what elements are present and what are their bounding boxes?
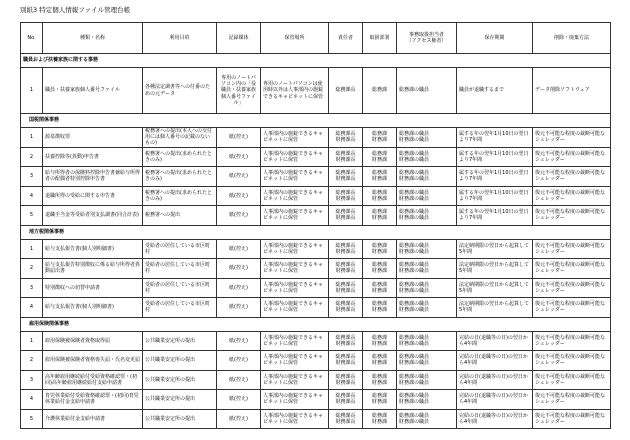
section-label: 地方税関係事務 <box>21 225 611 239</box>
cell-handler: 総務課の職員 財務課の職員 <box>397 298 457 318</box>
table-row <box>21 186 611 206</box>
table-row <box>21 298 611 318</box>
cell-purpose: 公共職業安定所の提出 <box>143 409 217 429</box>
cell-medium: 紙(控え) <box>217 206 261 226</box>
cell-medium: 紙(控え) <box>217 409 261 429</box>
cell-owner: 総務課長 財務課長 <box>329 409 363 429</box>
cell-name: 介護休業給付金支給申請書 <box>43 409 143 429</box>
table-row <box>21 259 611 279</box>
cell-disposal: 復元不可能な程度の裁断可能なシュレッダー <box>533 409 611 429</box>
cell-storage: 人事部内の施錠できるキャビネットに保管 <box>261 409 329 429</box>
cell-purpose: 各種法定調書等への付番のための元データ <box>143 68 217 114</box>
cell-handler: 総務課の職員 財務課の職員 <box>397 351 457 371</box>
cell-dept: 総務課 財務課 <box>363 147 397 167</box>
cell-no: 4 <box>21 390 43 410</box>
cell-dept: 総務課 財務課 <box>363 370 397 390</box>
cell-name: 給与所得者の保険料控除申告書兼給与所得者の配偶者特別控除申告書 <box>43 167 143 187</box>
table-row <box>21 331 611 351</box>
table-row <box>21 167 611 187</box>
cell-purpose: 税務署への提出(求められたときのみ) <box>143 167 217 187</box>
cell-medium: 紙(控え) <box>217 147 261 167</box>
cell-no: 4 <box>21 186 43 206</box>
cell-storage: 人事部内の施錠できるキャビネットに保管 <box>261 239 329 259</box>
cell-dept: 総務課 財務課 <box>363 331 397 351</box>
cell-retention: 完結の日(退職等の日)の翌日から4年間 <box>457 370 533 390</box>
cell-medium: 専用のノートパソコン内の「役職員・扶養家族個人番号ファイル」 <box>217 68 261 114</box>
cell-handler: 総務課の職員 財務課の職員 <box>397 147 457 167</box>
cell-medium: 紙(控え) <box>217 298 261 318</box>
ledger-table <box>20 22 611 429</box>
cell-name: 給与支払報告特別徴収に係る給与所得者異動届出書 <box>43 259 143 279</box>
cell-purpose: 税務署への提出(求められたときのみ) <box>143 186 217 206</box>
col-header-retention: 保存期間 <box>457 23 533 54</box>
table-row <box>21 206 611 226</box>
col-header-purpose: 利用目的 <box>143 23 217 54</box>
cell-purpose: 税務署への提出(本人への交付用には個人番号の記載のないもの) <box>143 128 217 148</box>
col-header-owner: 責任者 <box>329 23 363 54</box>
cell-purpose: 公共職業安定所の提出 <box>143 390 217 410</box>
table-row <box>21 128 611 148</box>
cell-no: 3 <box>21 278 43 298</box>
section-label: 国税関係事務 <box>21 114 611 128</box>
cell-name: 扶養控除等(異動)申告書 <box>43 147 143 167</box>
cell-handler: 総務課の職員 財務課の職員 <box>397 278 457 298</box>
cell-disposal: 復元不可能な程度の裁断可能なシュレッダー <box>533 370 611 390</box>
cell-disposal: 復元不可能な程度の裁断可能なシュレッダー <box>533 128 611 148</box>
cell-name: 雇用保険被保険者資格取得届 <box>43 331 143 351</box>
cell-handler: 総務課の職員 財務課の職員 <box>397 239 457 259</box>
cell-medium: 紙(控え) <box>217 351 261 371</box>
cell-medium: 紙(控え) <box>217 186 261 206</box>
col-header-storage: 保管場所 <box>261 23 329 54</box>
cell-storage: 人事部内の施錠できるキャビネットに保管 <box>261 259 329 279</box>
cell-no: 3 <box>21 167 43 187</box>
section-row <box>21 54 611 68</box>
cell-storage: 人事部内の施錠できるキャビネットに保管 <box>261 186 329 206</box>
cell-medium: 紙(控え) <box>217 331 261 351</box>
cell-dept: 総務課 財務課 <box>363 167 397 187</box>
cell-dept: 総務課 財務課 <box>363 186 397 206</box>
cell-purpose: 公共職業安定所の提出 <box>143 331 217 351</box>
cell-no: 1 <box>21 68 43 114</box>
cell-dept: 総務課 財務課 <box>363 128 397 148</box>
cell-disposal: 復元不可能な程度の裁断可能なシュレッダー <box>533 331 611 351</box>
table-row <box>21 278 611 298</box>
cell-dept: 総務課 財務課 <box>363 390 397 410</box>
col-header-handler: 事務取扱担当者 （アクセス権者） <box>397 23 457 54</box>
cell-storage: 人事部内の施錠できるキャビネットに保管 <box>261 147 329 167</box>
cell-disposal: 復元不可能な程度の裁断可能なシュレッダー <box>533 147 611 167</box>
cell-owner: 総務課長 <box>329 68 363 114</box>
cell-retention: 属する年の翌年1月10日の翌日より7年間 <box>457 186 533 206</box>
ledger-body <box>21 54 611 429</box>
cell-name: 高年齢雇用継続給付受給資格確認票・(初回)高年齢雇用継続給付支給申請書 <box>43 370 143 390</box>
cell-retention: 法定納期限の翌日から起算して5年間 <box>457 298 533 318</box>
cell-owner: 総務課長 財務課長 <box>329 278 363 298</box>
cell-retention: 属する年の翌年1月10日の翌日より7年間 <box>457 206 533 226</box>
cell-owner: 総務課長 財務課長 <box>329 259 363 279</box>
col-header-no: No. <box>21 23 43 54</box>
cell-owner: 総務課長 財務課長 <box>329 128 363 148</box>
cell-purpose: 受給者の居住している市区町村 <box>143 298 217 318</box>
cell-disposal: 復元不可能な程度の裁断可能なシュレッダー <box>533 351 611 371</box>
cell-disposal: 復元不可能な程度の裁断可能なシュレッダー <box>533 167 611 187</box>
cell-retention: 職員が退職するまで <box>457 68 533 114</box>
section-label: 雇用保険関係事務 <box>21 317 611 331</box>
cell-purpose: 公共職業安定所の提出 <box>143 370 217 390</box>
cell-retention: 法定納期限の翌日から起算して5年間 <box>457 278 533 298</box>
cell-no: 2 <box>21 351 43 371</box>
cell-storage: 人事部内の施錠できるキャビネットに保管 <box>261 351 329 371</box>
cell-medium: 紙(控え) <box>217 390 261 410</box>
cell-no: 4 <box>21 298 43 318</box>
cell-handler: 総務課の職員 財務課の職員 <box>397 167 457 187</box>
cell-handler: 総務課の職員 財務課の職員 <box>397 128 457 148</box>
subsection-row <box>21 317 611 331</box>
cell-medium: 紙(控え) <box>217 278 261 298</box>
cell-owner: 総務課長 財務課長 <box>329 370 363 390</box>
cell-owner: 総務課長 財務課長 <box>329 351 363 371</box>
col-header-disposal: 削除・廃棄方法 <box>533 23 611 54</box>
cell-medium: 紙(控え) <box>217 370 261 390</box>
cell-disposal: 復元不可能な程度の裁断可能なシュレッダー <box>533 390 611 410</box>
cell-dept: 総務課 財務課 <box>363 409 397 429</box>
cell-retention: 完結の日(退職等の日)の翌日から4年間 <box>457 331 533 351</box>
cell-dept: 総務課 財務課 <box>363 259 397 279</box>
cell-storage: 人事部内の施錠できるキャビネットに保管 <box>261 206 329 226</box>
cell-storage: 人事部内の施錠できるキャビネットに保管 <box>261 390 329 410</box>
cell-owner: 総務課長 財務課長 <box>329 390 363 410</box>
table-row <box>21 147 611 167</box>
cell-owner: 総務課長 財務課長 <box>329 186 363 206</box>
cell-handler: 総務課の職員 財務課の職員 <box>397 331 457 351</box>
cell-name: 給与支払報告書(個人別明細書) <box>43 239 143 259</box>
page-title: 別紙3 特定個人情報ファイル管理台帳 <box>20 6 131 14</box>
cell-storage: 人事部内の施錠できるキャビネットに保管 <box>261 128 329 148</box>
table-row <box>21 370 611 390</box>
cell-medium: 紙(控え) <box>217 128 261 148</box>
table-row <box>21 409 611 429</box>
cell-owner: 総務課長 財務課長 <box>329 206 363 226</box>
cell-handler: 総務課の職員 財務課の職員 <box>397 186 457 206</box>
cell-retention: 完結の日(退職等の日)の翌日から4年間 <box>457 409 533 429</box>
cell-disposal: 復元不可能な程度の裁断可能なシュレッダー <box>533 206 611 226</box>
cell-medium: 紙(控え) <box>217 259 261 279</box>
cell-storage: 人事部内の施錠できるキャビネットに保管 <box>261 298 329 318</box>
cell-purpose: 税務署への提出(求められたときのみ) <box>143 147 217 167</box>
cell-retention: 完結の日(退職等の日)の翌日から4年間 <box>457 390 533 410</box>
cell-retention: 法定納期限の翌日から起算して5年間 <box>457 259 533 279</box>
table-row <box>21 390 611 410</box>
cell-disposal: データ削除ソフトウェア <box>533 68 611 114</box>
cell-owner: 総務課長 財務課長 <box>329 167 363 187</box>
col-header-medium: 記録媒体 <box>217 23 261 54</box>
cell-no: 1 <box>21 331 43 351</box>
cell-retention: 属する年の翌年1月10日の翌日より7年間 <box>457 167 533 187</box>
cell-purpose: 税務署への提出 <box>143 206 217 226</box>
cell-storage: 人事部内の施錠できるキャビネットに保管 <box>261 167 329 187</box>
cell-no: 5 <box>21 206 43 226</box>
cell-no: 1 <box>21 239 43 259</box>
cell-purpose: 受給者の居住している市区町村 <box>143 239 217 259</box>
cell-name: 給与支払報告書(個人別明細書) <box>43 298 143 318</box>
col-header-name: 種類・名称 <box>43 23 143 54</box>
cell-storage: 人事部内の施錠できるキャビネットに保管 <box>261 278 329 298</box>
cell-handler: 総務課の職員 財務課の職員 <box>397 206 457 226</box>
cell-purpose: 受給者の居住している市区町村 <box>143 259 217 279</box>
cell-owner: 総務課長 財務課長 <box>329 331 363 351</box>
cell-dept: 総務課 財務課 <box>363 239 397 259</box>
cell-disposal: 復元不可能な程度の裁断可能なシュレッダー <box>533 298 611 318</box>
cell-handler: 総務課の職員 財務課の職員 <box>397 370 457 390</box>
cell-no: 3 <box>21 370 43 390</box>
cell-medium: 紙(控え) <box>217 167 261 187</box>
cell-name: 源泉徴収票 <box>43 128 143 148</box>
cell-handler: 総務課の職員 <box>397 68 457 114</box>
cell-owner: 総務課長 財務課長 <box>329 298 363 318</box>
cell-medium: 紙(控え) <box>217 239 261 259</box>
section-label: 職員および扶養家族に関する事務 <box>21 54 611 68</box>
cell-retention: 属する年の翌年1月10日の翌日より7年間 <box>457 147 533 167</box>
header-row <box>21 23 611 54</box>
cell-name: 退職所得の受給に関する申告書 <box>43 186 143 206</box>
cell-dept: 総務課 <box>363 68 397 114</box>
table-row <box>21 239 611 259</box>
subsection-row <box>21 114 611 128</box>
cell-owner: 総務課長 財務課長 <box>329 147 363 167</box>
cell-dept: 総務課 財務課 <box>363 278 397 298</box>
table-row <box>21 68 611 114</box>
cell-no: 2 <box>21 259 43 279</box>
cell-disposal: 復元不可能な程度の裁断可能なシュレッダー <box>533 259 611 279</box>
cell-storage: 専用のノートパソコンは使用時以外は人事部内の施錠できるキャビネットに保管 <box>261 68 329 114</box>
cell-retention: 属する年の翌年1月10日の翌日より7年間 <box>457 128 533 148</box>
cell-no: 2 <box>21 147 43 167</box>
cell-storage: 人事部内の施錠できるキャビネットに保管 <box>261 331 329 351</box>
cell-dept: 総務課 財務課 <box>363 206 397 226</box>
cell-handler: 総務課の職員 財務課の職員 <box>397 390 457 410</box>
cell-name: 育児休業給付受給資格確認票・(初回)育児休業給付金支給申請書 <box>43 390 143 410</box>
subsection-row <box>21 225 611 239</box>
cell-dept: 総務課 財務課 <box>363 298 397 318</box>
cell-handler: 総務課の職員 財務課の職員 <box>397 409 457 429</box>
cell-no: 5 <box>21 409 43 429</box>
cell-disposal: 復元不可能な程度の裁断可能なシュレッダー <box>533 239 611 259</box>
table-row <box>21 351 611 371</box>
col-header-dept: 取扱部署 <box>363 23 397 54</box>
cell-disposal: 復元不可能な程度の裁断可能なシュレッダー <box>533 278 611 298</box>
cell-disposal: 復元不可能な程度の裁断可能なシュレッダー <box>533 186 611 206</box>
cell-storage: 人事部内の施錠できるキャビネットに保管 <box>261 370 329 390</box>
cell-dept: 総務課 財務課 <box>363 351 397 371</box>
cell-name: 職員・扶養家族個人番号ファイル <box>43 68 143 114</box>
cell-retention: 法定納期限の翌日から起算して5年間 <box>457 239 533 259</box>
cell-name: 特別徴収への切替申請書 <box>43 278 143 298</box>
cell-handler: 総務課の職員 財務課の職員 <box>397 259 457 279</box>
cell-purpose: 公共職業安定所の提出 <box>143 351 217 371</box>
cell-no: 1 <box>21 128 43 148</box>
cell-purpose: 受給者の居住している市区町村 <box>143 278 217 298</box>
cell-name: 退職手当金等受給者別支払調書(同合計表) <box>43 206 143 226</box>
cell-owner: 総務課長 財務課長 <box>329 239 363 259</box>
cell-retention: 完結の日(退職等の日)の翌日から4年間 <box>457 351 533 371</box>
cell-name: 雇用保険被保険者資格喪失届・氏名変更届 <box>43 351 143 371</box>
